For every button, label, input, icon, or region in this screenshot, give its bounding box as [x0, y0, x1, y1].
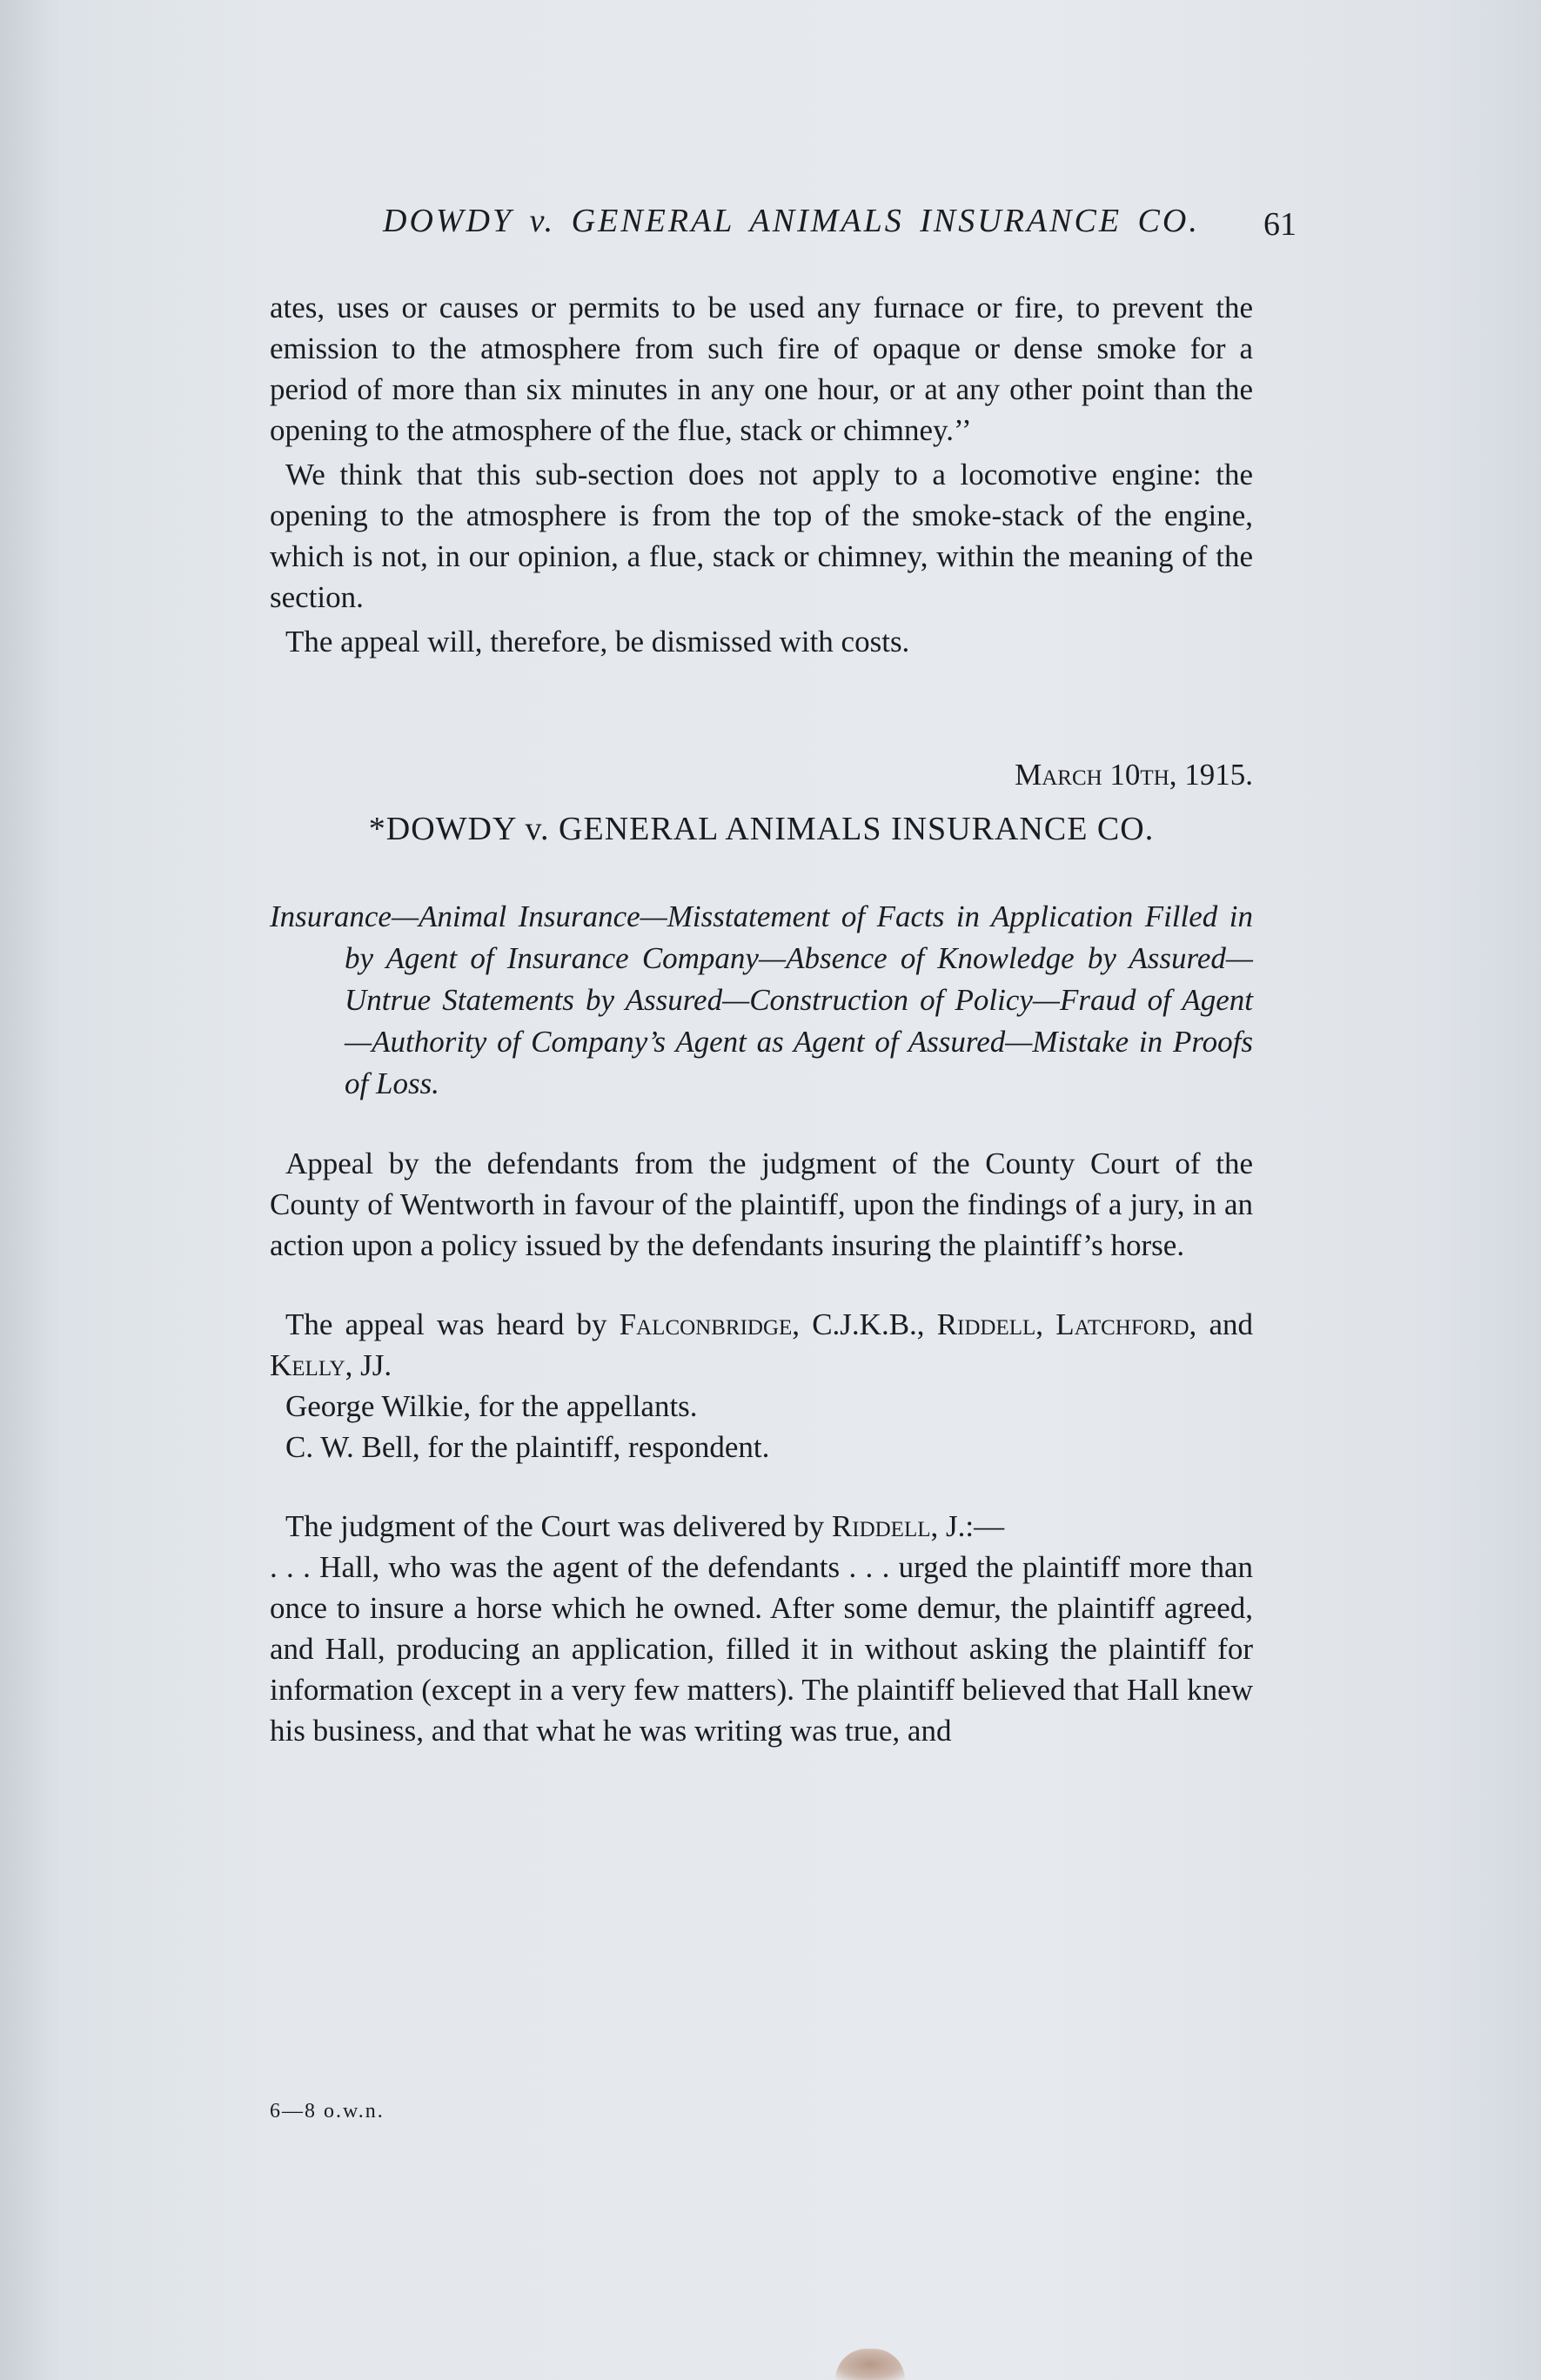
- decision-date: March 10th, 1915.: [1015, 758, 1253, 792]
- case-title: *DOWDY v. GENERAL ANIMALS INSURANCE CO.: [368, 811, 1155, 847]
- heard-mid-3: , and: [1189, 1307, 1253, 1341]
- heard-mid-1: , C.J.K.B.,: [792, 1307, 937, 1341]
- judge-kelly: Kelly: [270, 1348, 345, 1382]
- heard-by: [270, 1304, 1253, 1386]
- judgment-intro: [270, 1506, 1253, 1547]
- counsel-respondent: C. W. Bell, for the plaintiff, respondent.: [285, 1430, 770, 1464]
- judgment-prefix: The judgment of the Court was delivered by: [285, 1509, 832, 1543]
- heard-suffix: , JJ.: [345, 1348, 392, 1382]
- paragraph-opinion: We think that this sub-section does not apply to a locomotive engine: the opening to the atmosphere is from the top of the smoke-stack of the engine, which is not, in our opinion, a flue, stack or chimney, within the meaning of the section.: [270, 458, 1253, 614]
- heard-mid-2: ,: [1035, 1307, 1056, 1341]
- page-number: 61: [1263, 206, 1296, 243]
- page-body: [270, 287, 1253, 1751]
- headnote: Insurance—Animal Insurance—Misstatement of Facts in Application Filled in by Agent of Insurance Company—Absence of Knowledge by Assured—Untrue Statements by Assured—Construction of Policy—Fraud of Agent—Authority of Company’s Agent as Agent of Assured—Mistake in Proofs of Loss.: [270, 899, 1253, 1100]
- signature-mark: 6—8 o.w.n.: [270, 2100, 385, 2123]
- finger-shadow: [835, 2349, 905, 2380]
- paragraph-continuation: ates, uses or causes or permits to be used any furnace or fire, to prevent the emission to the atmosphere from such fire of opaque or dense smoke for a period of more than six minutes in any one hour, or at any other point than the opening to the atmosphere of the flue, stack or chimney.’’: [270, 291, 1253, 447]
- judgment-judge: Riddell: [831, 1509, 931, 1543]
- judgment-suffix: , J.:—: [930, 1509, 1005, 1543]
- counsel-appellants: George Wilkie, for the appellants.: [285, 1389, 698, 1423]
- paragraph-disposition: The appeal will, therefore, be dismissed with costs.: [285, 625, 910, 659]
- judgment-text: . . . Hall, who was the agent of the defendants . . . urged the plaintiff more than once to insure a horse which he owned. After some demur, the plaintiff agreed, and Hall, producing an application, filled it in without asking the plaintiff for information (except in a very few matters). The plaintiff believed that Hall knew his business, and that what he was writing was true, and: [270, 1550, 1253, 1748]
- judge-latchford: Latchford: [1055, 1307, 1189, 1341]
- running-head: DOWDY v. GENERAL ANIMALS INSURANCE CO.: [383, 203, 1200, 239]
- appeal-summary: Appeal by the defendants from the judgment of the County Court of the County of Wentworth in favour of the plaintiff, upon the findings of a jury, in an action upon a policy issued by the defendants insuring the plaintiff’s horse.: [270, 1147, 1253, 1262]
- judge-falconbridge: Falconbridge: [619, 1307, 793, 1341]
- heard-prefix: The appeal was heard by: [285, 1307, 620, 1341]
- judge-riddell: Riddell: [936, 1307, 1036, 1341]
- page-header: [270, 202, 1296, 263]
